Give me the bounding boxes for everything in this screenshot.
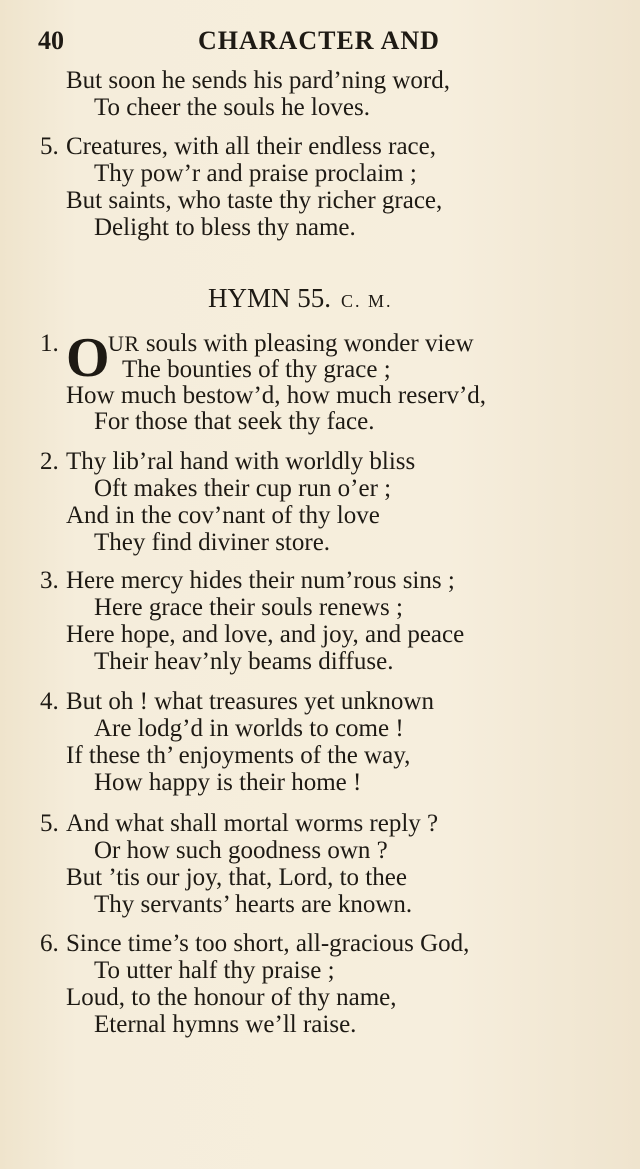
verse-line: Delight to bless thy name. (94, 214, 356, 241)
hymn-title (208, 283, 393, 314)
hymn-title-text: HYMN 55. (208, 283, 332, 313)
stanza-number: 5. (40, 133, 59, 160)
verse-line: But oh ! what treasures yet unknown (66, 688, 434, 715)
verse-line: Loud, to the honour of thy name, (66, 984, 397, 1011)
stanza-number: 3. (40, 567, 59, 594)
verse-line: But ’tis our joy, that, Lord, to thee (66, 864, 407, 891)
stanza-number: 4. (40, 688, 59, 715)
page-number: 40 (38, 26, 64, 55)
verse-line: They find diviner store. (94, 529, 331, 556)
verse-line: Since time’s too short, all-gracious God, (66, 930, 470, 957)
verse-line: Oft makes their cup run o’er ; (94, 475, 392, 502)
verse-line: Or how such goodness own ? (94, 837, 388, 864)
smallcaps-text: UR (108, 331, 140, 356)
stanza-number: 5. (40, 810, 59, 837)
verse-line: Are lodg’d in worlds to come ! (94, 715, 404, 742)
verse-line: Their heav’nly beams diffuse. (94, 648, 394, 675)
stanza-number: 6. (40, 930, 59, 957)
page-header (38, 24, 598, 58)
verse-line (108, 330, 474, 358)
verse-line: And what shall mortal worms reply ? (66, 810, 439, 837)
verse-line: Thy pow’r and praise proclaim ; (94, 160, 417, 187)
verse-line: How much bestow’d, how much reserv’d, (66, 382, 487, 409)
verse-line: To cheer the souls he loves. (94, 94, 370, 121)
verse-line: Thy lib’ral hand with worldly bliss (66, 448, 416, 475)
verse-line: But soon he sends his pard’ning word, (66, 67, 450, 94)
verse-line: If these th’ enjoyments of the way, (66, 742, 411, 769)
running-head: CHARACTER AND (198, 26, 440, 55)
verse-line: For those that seek thy face. (94, 408, 375, 435)
verse-text: souls with pleasing wonder view (139, 330, 474, 357)
verse-line: Eternal hymns we’ll raise. (94, 1011, 357, 1038)
verse-line: And in the cov’nant of thy love (66, 502, 380, 529)
verse-line: To utter half thy praise ; (94, 957, 335, 984)
verse-line: The bounties of thy grace ; (122, 356, 391, 383)
stanza-number: 1. (40, 330, 59, 357)
stanza-number: 2. (40, 448, 59, 475)
verse-line: But saints, who taste thy richer grace, (66, 187, 443, 214)
drop-cap: O (66, 327, 110, 389)
hymn-meter: C. M. (341, 291, 393, 311)
verse-line: Here mercy hides their num’rous sins ; (66, 567, 455, 594)
verse-line: How happy is their home ! (94, 769, 362, 796)
verse-line: Creatures, with all their endless race, (66, 133, 436, 160)
verse-line: Here grace their souls renews ; (94, 594, 403, 621)
verse-line: Thy servants’ hearts are known. (94, 891, 413, 918)
verse-line: Here hope, and love, and joy, and peace (66, 621, 465, 648)
